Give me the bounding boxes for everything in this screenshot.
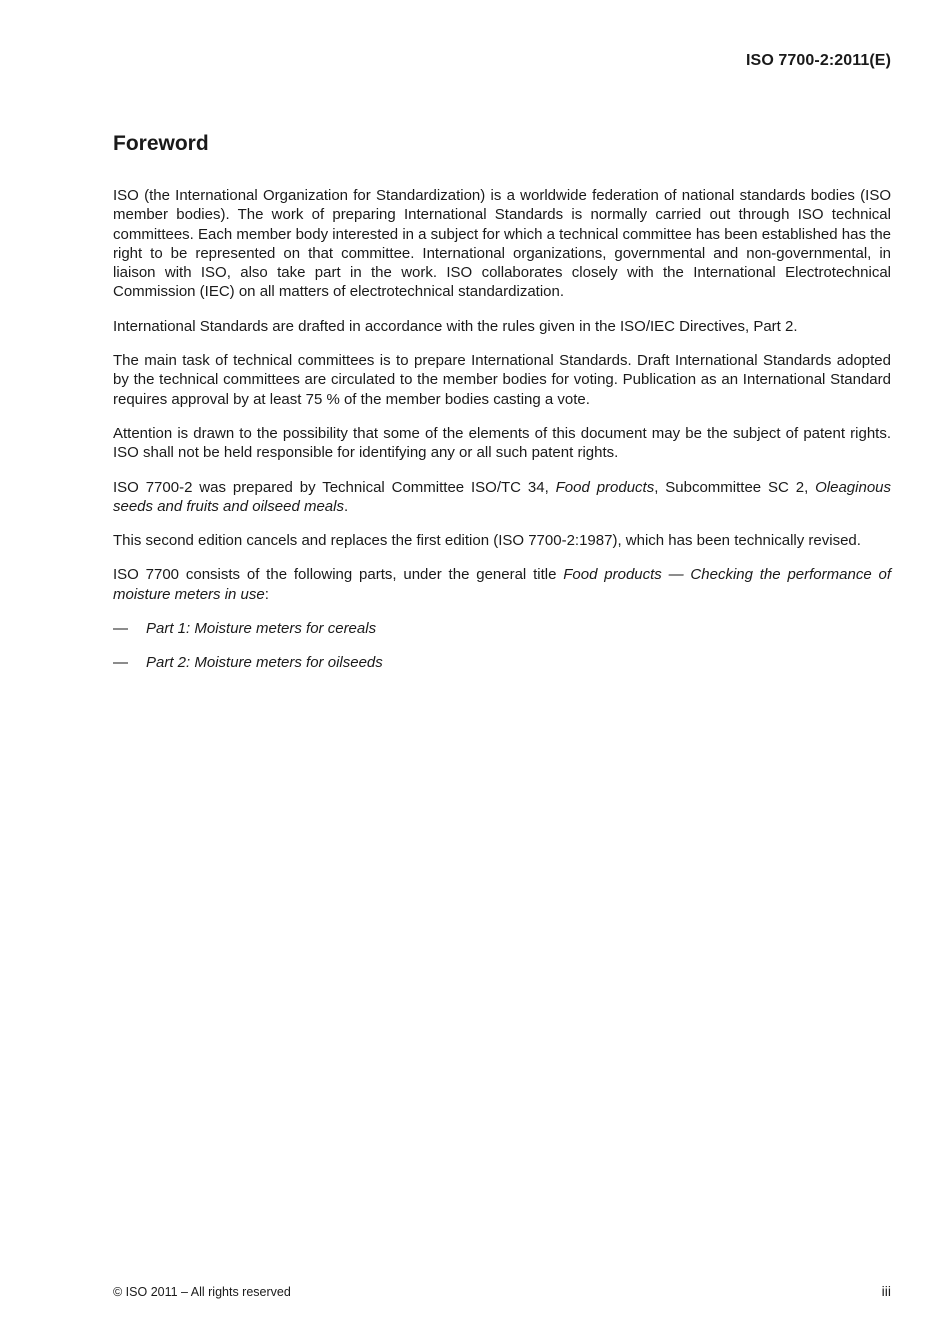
paragraph-parts-intro — [113, 565, 891, 604]
committee-title: Food products — [555, 478, 655, 496]
copyright-notice: © ISO 2011 – All rights reserved — [113, 1285, 291, 1299]
list-item — [113, 653, 891, 672]
paragraph-iso-intro: ISO (the International Organization for Standardization) is a worldwide federation of national standards bodies (ISO member bodies). The work of preparing International Standards is normally carried out through ISO technical committees. Each member body interested in a subject for which a technical committee has been established has the right to be represented on that committee. International organizations, governmental and non-governmental, in liaison with ISO, also take part in the work. ISO collaborates closely with the International Electrotechnical Commission (IEC) on all matters of electrotechnical standardization. — [113, 187, 891, 301]
subcommittee-title: Oleaginous seeds and fruits and oilseed meals — [113, 478, 892, 515]
foreword-section — [113, 128, 891, 688]
prepared-by-text: ISO 7700-2 was prepared by Technical Committee ISO/TC 34, — [113, 478, 556, 496]
paragraph-patent-notice: Attention is drawn to the possibility that some of the elements of this document may be the subject of patent rights. ISO shall not be held responsible for identifying any or all such patent rights. — [113, 424, 891, 462]
dash-bullet: — — [113, 620, 128, 638]
part-title: Part 1: Moisture meters for cereals — [146, 620, 377, 638]
part-title: Part 2: Moisture meters for oilseeds — [146, 654, 383, 672]
list-item — [113, 619, 891, 638]
period: . — [343, 497, 349, 515]
dash-bullet: — — [113, 654, 128, 672]
paragraph-prepared-by — [113, 478, 891, 517]
paragraph-committee-task: The main task of technical committees is to prepare International Standards. Draft International Standards adopted by the technical committees are circulated to the member bodies for voting. Publication as an International Standard requires approval by at least 75 % of the member bodies casting a vote. — [113, 352, 891, 408]
paragraph-edition-note: This second edition cancels and replaces the first edition (ISO 7700-2:1987), which has been technically revised. — [113, 532, 861, 550]
colon: : — [264, 585, 269, 603]
parts-intro-text: ISO 7700 consists of the following parts, under the general title — [113, 566, 564, 584]
page-number: iii — [881, 1283, 891, 1299]
paragraph-drafting-rules: International Standards are drafted in accordance with the rules given in the ISO/IEC Directives, Part 2. — [113, 317, 798, 335]
page-title: Foreword — [113, 132, 209, 155]
general-title: Food products — Checking the performance of moisture meters in use — [113, 566, 891, 603]
subcommittee-text: , Subcommittee SC 2, — [654, 478, 816, 496]
document-reference: ISO 7700-2:2011(E) — [746, 52, 891, 69]
